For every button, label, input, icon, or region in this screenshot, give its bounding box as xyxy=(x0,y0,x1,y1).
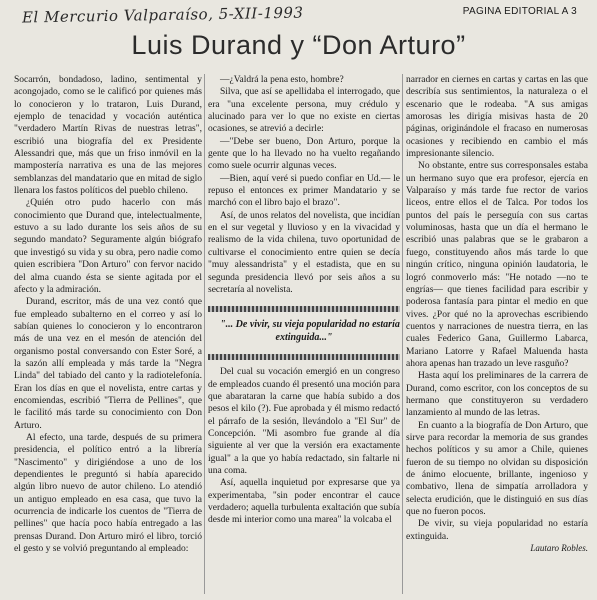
paragraph: narrador en ciernes en cartas y cartas en las que describía sus sentimientos, la naturaleza o el escenario que le rodeaba. "A sus amigas amorosas les dirigía misivas hasta de 20 páginas, originándole el fracaso en numerosas ocasiones y recibiendo en cambio el más impresionante silencio. xyxy=(406,75,588,160)
paragraph: —"Debe ser bueno, Don Arturo, porque la gente que lo ha llevado no ha vuelto regañando como suele ocurrir algunas veces. xyxy=(208,136,400,172)
paragraph: Al efecto, una tarde, después de su primera presidencia, el político entró a la librería "Nascimento" y dirigiéndose a uno de los dependientes le preguntó si había aparecido algún libro nuevo de autor chileno. Lo atendió un antiguo empleado en esa casa, que tuvo la ocurrencia de indicarle los cuentos de "Tierra de pellines" que hacía poco había entregado a las prensas Durand. Don Arturo miró el libro, torció el gesto y se volvió preguntando al empleado: xyxy=(14,432,202,555)
handwritten-note: El Mercurio Valparaíso, 5-XII-1993 xyxy=(21,3,304,27)
paragraph: Así, de unos relatos del novelista, que incidían en el sur vegetal y lluvioso y en la vivacidad y realismo de la vida chilena, tuvo oportunidad de cultivarse el conocimiento entre quien se decía "muy alessandrista" y el estadista, que en su segunda presidencia llevó por seis años a su secretaría al novelista. xyxy=(208,210,400,295)
column-divider xyxy=(204,74,205,594)
paragraph: De vivir, su vieja popularidad no estaría extinguida. xyxy=(406,519,588,542)
paragraph: —Bien, aquí veré si puedo confiar en Ud.— le repuso el entonces ex primer Mandatario y se marchó con el libro bajo el brazo". xyxy=(208,173,400,209)
paragraph: Del cual su vocación emergió en un congreso de empleados cuando él presentó una moción para que abarataran la carne que había subido a dos pesos el kilo (?). Fue aprobada y él mismo redactó el párrafo de la sesión, llevándolo a "El Sur" de Concepción. "Mi asombro fue grande al día siguiente al ver que la versión era exactamente igual" a la que yo había redactado, sin faltarle ni una coma. xyxy=(208,367,400,476)
paragraph: Durand, escritor, más de una vez contó que fue empleado subalterno en el correo y así lo sabían quienes lo conocieron y lo encontraron más de una vez en el mesón de atención del organismo postal conversando con Ester Soré, a la sazón allí empleada y más tarde la "Negra Linda" del tabiado del canto y la radiotelefonía. Eran los días en que el novelista, entre cartas y encomiendas, escribió "Tierra de Pellines", que le facilitó más tarde su conocimiento con Don Arturo. xyxy=(14,297,202,431)
column-1 xyxy=(14,74,202,594)
paragraph: —¿Valdrá la pena esto, hombre? xyxy=(220,75,344,85)
paragraph: En cuanto a la biografía de Don Arturo, que sirve para recordar la memoria de sus grandes hechos políticos y su amor a Chile, quienes fueron de su tiempo no olvidan su disposición de ánimo elocuente, brillante, ingenioso y combativo, llena de simpatía arrolladora y selecta erudición, que le distinguió en sus días que no fueron pocos. xyxy=(406,420,588,518)
paragraph: Silva, que así se apellidaba el interrogado, que era "una excelente persona, muy crédulo y alucinado para ver lo que no existe en ciertas ocasiones, se atrevió a decirle: xyxy=(208,87,400,135)
paragraph: Socarrón, bondadoso, ladino, sentimental y acongojado, como se le calificó por quienes más lo conocieron y lo trataron, Luis Durand, ejemplo de tenacidad y vocación auténtica "verdadero Martín Rivas de nuestras letras", escribió una biografía del ex Presidente Alessandri que, más que un friso inmóvil en la mampostería narrativa es una de las mejores semblanzas del mandatario que en mitad de siglo llenara los fastos políticos del pueblo chileno. xyxy=(14,75,202,197)
paragraph: No obstante, entre sus corresponsales estaba un hermano suyo que era profesor, ejercía en Valparaíso y más tarde fue rector de varios liceos, entre ellos el de Talca. Por todos los puntos del país le perseguía con sus cartas voluminosas, hasta que un día el hermano le escribió unas palabras que se le grabaron a fuego, constituyendo años más tarde lo que ningún crítico, ninguna opinión laudatoria, le logró conmoverlo más: "He notado —no te engrías— que tienes facilidad para escribir y poderosa fantasía para pintar el medio en que vives. ¿Por qué no la aprovechas escribiendo cuentos y narraciones de nuestra tierra, en las cuales Federico Gana, Guillermo Labarca, Mariano Latorre y Rafael Maluenda hasta ahora apenas han trazado un leve rasguño? xyxy=(406,161,588,369)
paragraph: Así, aquella inquietud por expresarse que ya experimentaba, "sin poder encontrar el cauce verdadero; aquella turbulenta exaltación que subía desde mi interior como una marea" la volcaba el xyxy=(208,478,400,526)
column-2 xyxy=(208,74,400,594)
decorative-bar xyxy=(208,354,400,360)
author-signature: Lautaro Robles. xyxy=(530,543,588,554)
column-divider xyxy=(402,74,403,594)
section-label: PAGINA EDITORIAL A 3 xyxy=(462,6,577,17)
article-title: Luis Durand y “Don Arturo” xyxy=(131,30,466,60)
pull-quote: "... De vivir, su vieja popularidad no estaría extinguida..." xyxy=(220,319,400,344)
decorative-bar xyxy=(208,306,400,312)
paragraph: ¿Quién otro pudo hacerlo con más conocimiento que Durand que, intelectualmente, estuvo a su lado durante los seis años de su segundo mandato? Seguramente algún biógrafo que investigó su vida y su obra, pero nadie como quien escribiera "Don Arturo" con fervor nacido del alma cuando ésta se siente agitada por el afecto y la admiración. xyxy=(14,198,202,295)
column-3 xyxy=(406,74,588,594)
paragraph: Hasta aquí los preliminares de la carrera de Durand, como escritor, con los conceptos de su hermano que constituyeron su verdadero lanzamiento al mundo de las letras. xyxy=(406,371,588,419)
